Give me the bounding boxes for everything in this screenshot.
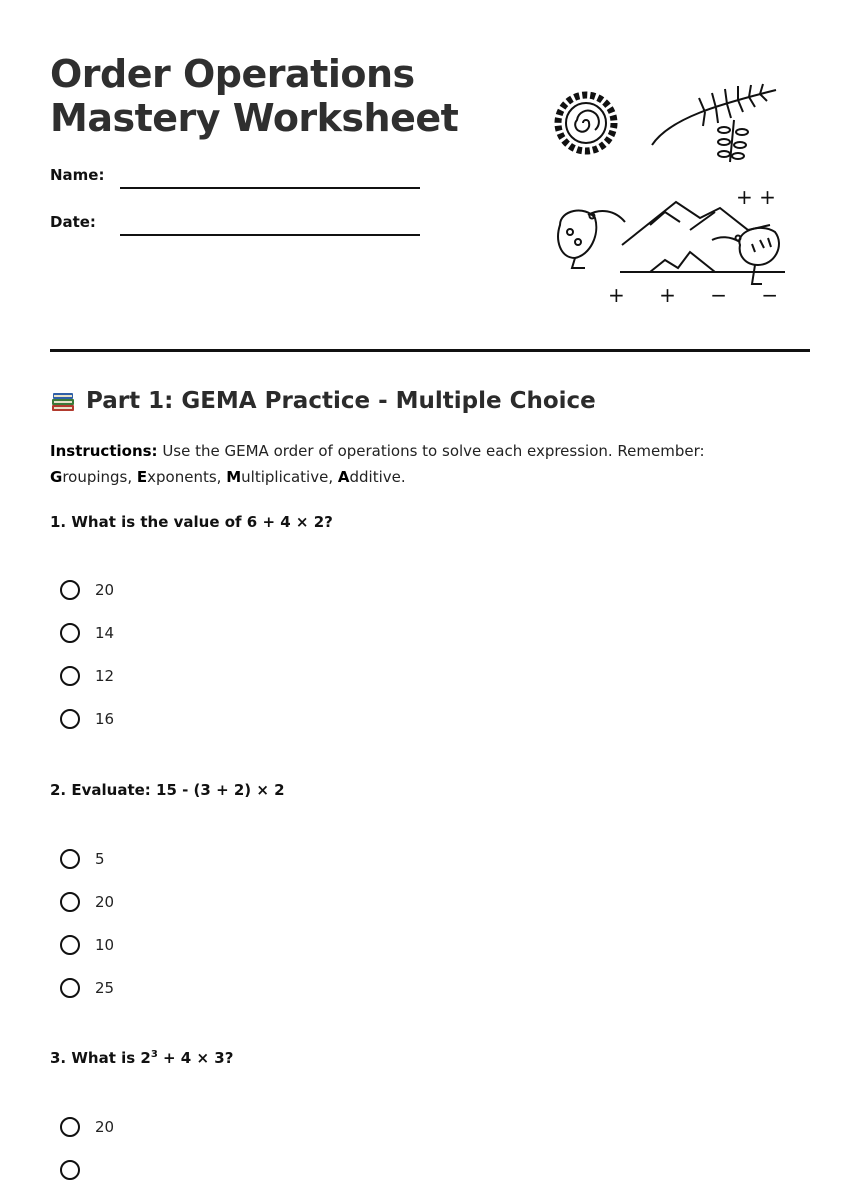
option-label: 25 (95, 979, 115, 997)
radio-button[interactable] (60, 580, 80, 600)
letter-a: A (337, 468, 350, 486)
instructions-text: Use the GEMA order of operations to solve each expression. Remember: (157, 442, 705, 460)
date-field[interactable] (120, 234, 420, 236)
q2-option-c[interactable] (60, 932, 114, 958)
q1-option-b[interactable] (60, 620, 114, 646)
question-3-prefix: 3. What is 2 (50, 1049, 151, 1067)
additive-text: dditive. (349, 468, 406, 486)
option-label: 14 (95, 624, 115, 642)
books-icon (50, 388, 76, 414)
letter-m: M (226, 468, 242, 486)
mountains-icon (620, 202, 785, 272)
radio-button[interactable] (60, 892, 80, 912)
q1-option-d[interactable] (60, 706, 114, 732)
radio-button[interactable] (60, 709, 80, 729)
groupings-text: roupings, (62, 468, 137, 486)
kiwi-bird-left-icon (558, 211, 625, 268)
koru-spiral-icon (558, 95, 614, 151)
radio-button[interactable] (60, 1117, 80, 1137)
instructions-label: Instructions: (50, 442, 158, 460)
kiwi-bird-right-icon (712, 228, 779, 284)
radio-button[interactable] (60, 849, 80, 869)
fern-frond-icon (652, 84, 776, 162)
q2-option-a[interactable] (60, 846, 105, 872)
section-title: Part 1: GEMA Practice - Multiple Choice (86, 388, 596, 414)
q2-option-b[interactable] (60, 889, 114, 915)
q1-option-a[interactable] (60, 577, 114, 603)
q2-option-d[interactable] (60, 975, 114, 1001)
radio-button[interactable] (60, 1160, 80, 1180)
radio-button[interactable] (60, 623, 80, 643)
multiplicative-text: ultiplicative, (241, 468, 338, 486)
name-label: Name: (50, 166, 105, 184)
decorative-illustration (540, 70, 800, 320)
question-3 (50, 1049, 233, 1067)
radio-button[interactable] (60, 978, 80, 998)
section-divider (50, 349, 810, 352)
math-symbols-bottom: + + − − (608, 283, 793, 307)
section-heading (50, 388, 596, 414)
exponents-text: xponents, (147, 468, 227, 486)
date-label: Date: (50, 213, 96, 231)
title-line-2: Mastery Worksheet (50, 96, 459, 140)
letter-g: G (50, 468, 63, 486)
letter-e: E (136, 468, 148, 486)
radio-button[interactable] (60, 666, 80, 686)
question-3-suffix: + 4 × 3? (157, 1049, 234, 1067)
q1-option-c[interactable] (60, 663, 114, 689)
math-symbols-top: + + (736, 185, 776, 209)
title-line-1: Order Operations (50, 52, 415, 96)
option-label: 10 (95, 936, 115, 954)
instructions (50, 438, 790, 490)
option-label: 20 (95, 893, 115, 911)
name-field[interactable] (120, 187, 420, 189)
question-1: 1. What is the value of 6 + 4 × 2? (50, 513, 333, 531)
option-label: 20 (95, 1118, 115, 1136)
option-label: 20 (95, 581, 115, 599)
question-3-exponent: 3 (150, 1049, 158, 1060)
option-label: 5 (95, 850, 105, 868)
option-label: 12 (95, 667, 115, 685)
q3-option-a[interactable] (60, 1114, 114, 1140)
question-2: 2. Evaluate: 15 - (3 + 2) × 2 (50, 781, 285, 799)
radio-button[interactable] (60, 935, 80, 955)
page-title (50, 52, 458, 140)
option-label: 16 (95, 710, 115, 728)
